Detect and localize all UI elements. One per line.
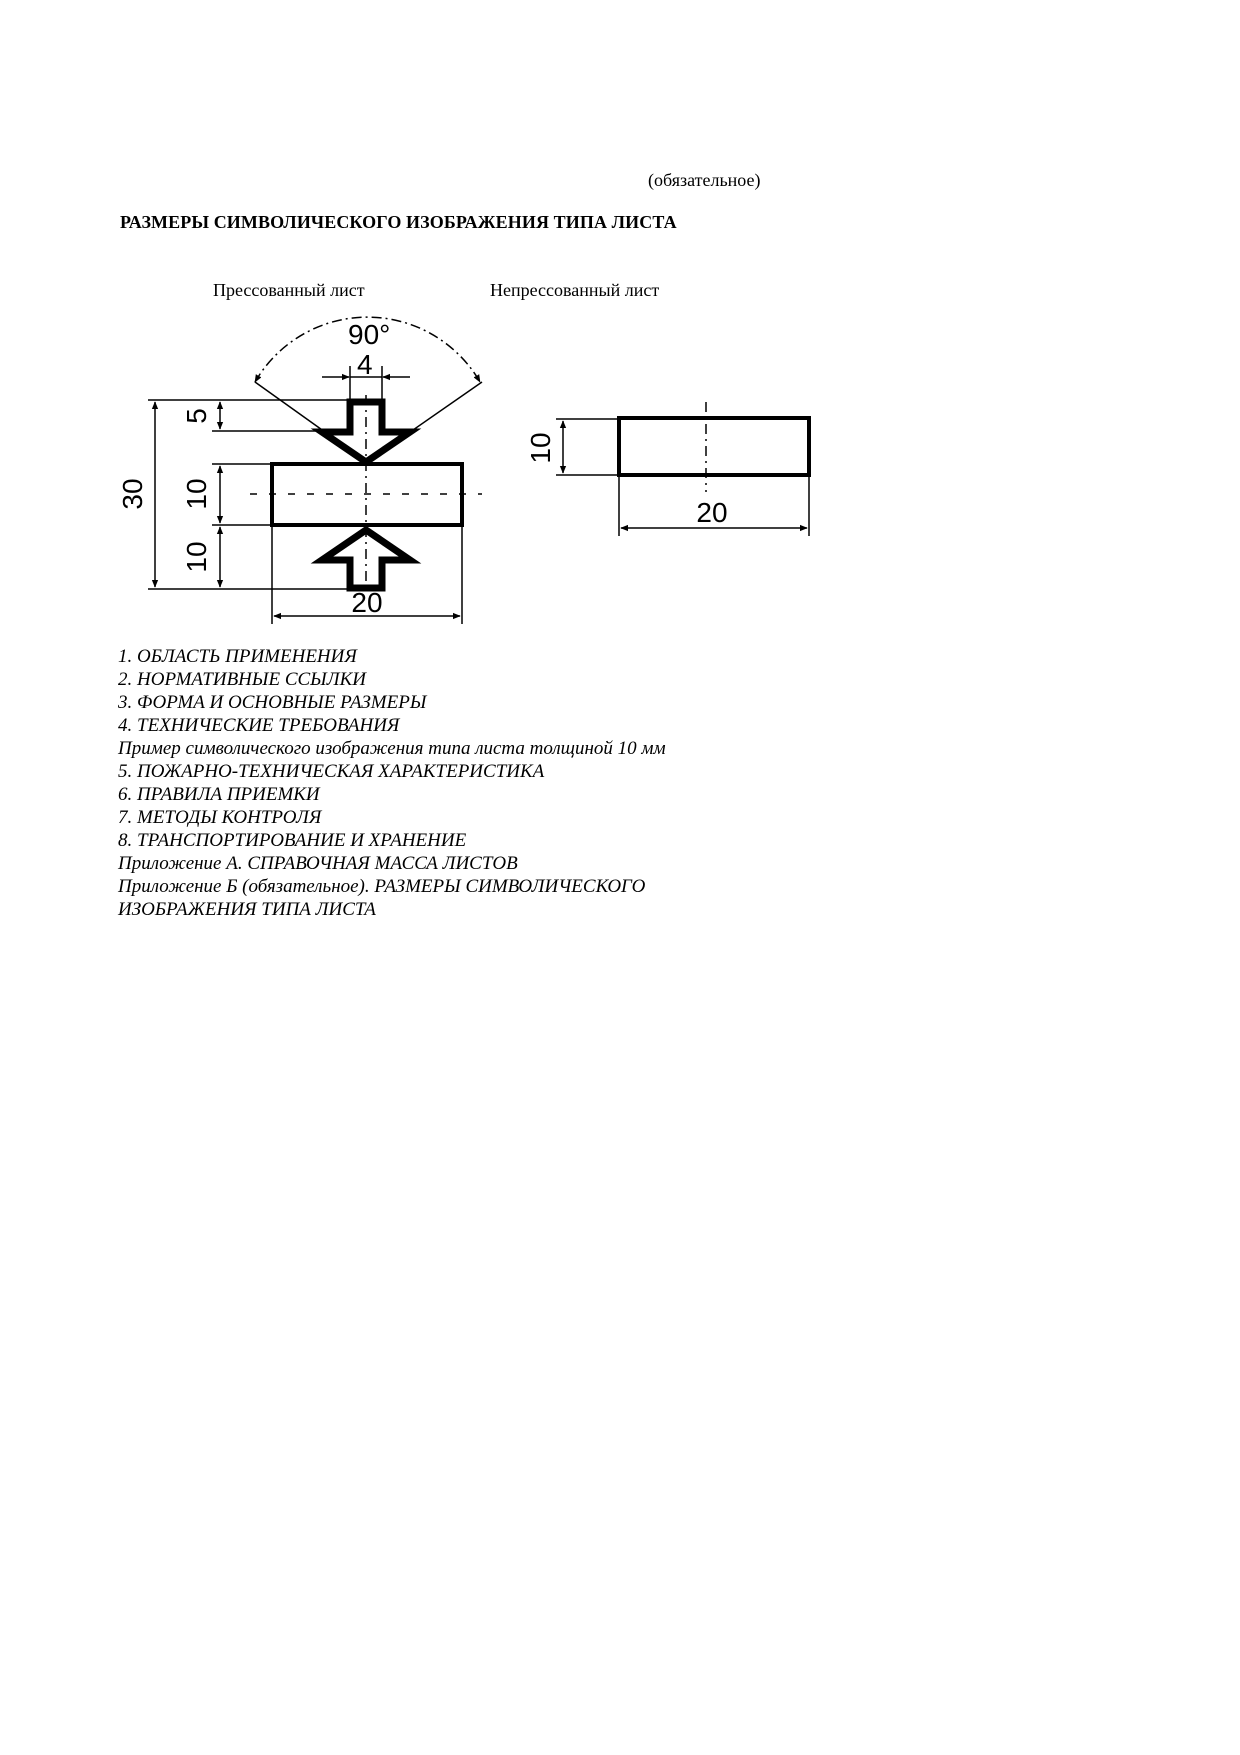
dim-lower-gap-10: 10 [181,541,212,573]
unpressed-sheet-figure [525,402,809,536]
toc-item[interactable]: 1. ОБЛАСТЬ ПРИМЕНЕНИЯ [118,646,357,667]
annex-note: (обязательное) [648,170,761,190]
dim-arrow-width-4: 4 [357,349,373,380]
toc-item[interactable]: 4. ТЕХНИЧЕСКИЕ ТРЕБОВАНИЯ [118,715,400,736]
caption-pressed-sheet: Прессованный лист [213,280,365,300]
page-title: РАЗМЕРЫ СИМВОЛИЧЕСКОГО ИЗОБРАЖЕНИЯ ТИПА ЛИСТА [120,212,677,232]
toc-item[interactable]: 6. ПРАВИЛА ПРИЕМКИ [118,784,320,805]
dim-unpressed-thickness-10: 10 [525,432,556,464]
toc-item[interactable]: Приложение А. СПРАВОЧНАЯ МАССА ЛИСТОВ [118,853,518,874]
dim-angle-90: 90° [348,319,391,350]
unpressed-sheet-rect [619,418,809,475]
dim-sheet-thickness-10: 10 [181,478,212,510]
toc-item[interactable]: Приложение Б (обязательное). РАЗМЕРЫ СИМВОЛИЧЕСКОГО [118,876,646,897]
table-of-contents [118,645,666,921]
dim-arrow-height-5: 5 [181,408,212,424]
toc-item[interactable]: 8. ТРАНСПОРТИРОВАНИЕ И ХРАНЕНИЕ [118,830,467,851]
dim-unpressed-width-20: 20 [696,497,728,528]
toc-item[interactable]: Пример символического изображения типа листа толщиной 10 мм [118,738,666,759]
toc-item[interactable]: 7. МЕТОДЫ КОНТРОЛЯ [118,807,322,828]
toc-item[interactable]: ИЗОБРАЖЕНИЯ ТИПА ЛИСТА [118,899,376,920]
sheet-type-drawing [0,0,1240,640]
dim-width-20: 20 [351,587,383,618]
caption-unpressed-sheet: Непрессованный лист [490,280,660,300]
dim-total-height-30: 30 [117,478,148,510]
toc-item[interactable]: 3. ФОРМА И ОСНОВНЫЕ РАЗМЕРЫ [118,692,427,713]
pressed-sheet-figure [117,317,482,624]
toc-item[interactable]: 5. ПОЖАРНО-ТЕХНИЧЕСКАЯ ХАРАКТЕРИСТИКА [118,761,545,782]
toc-item[interactable]: 2. НОРМАТИВНЫЕ ССЫЛКИ [118,669,366,690]
